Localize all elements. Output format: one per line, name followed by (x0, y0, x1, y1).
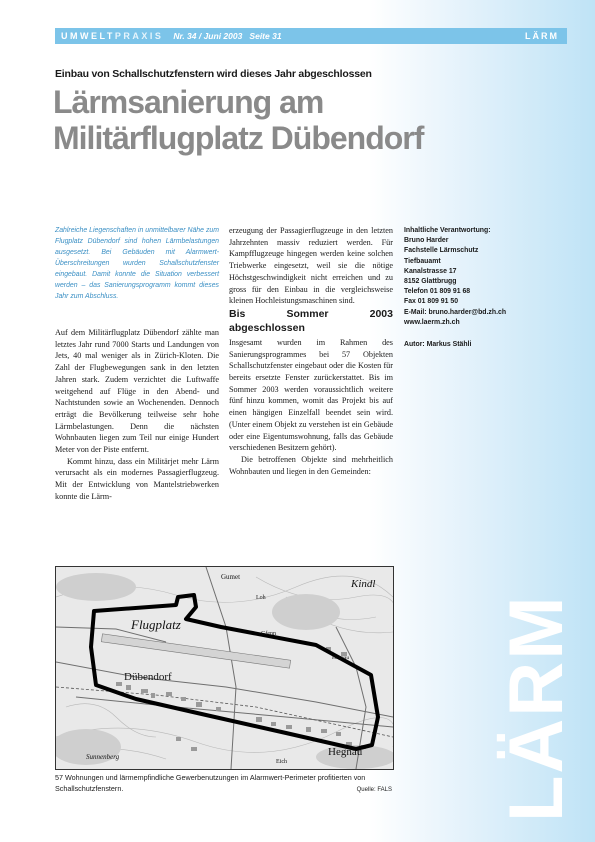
kicker: Einbau von Schallschutzfenstern wird dieses Jahr abgeschlossen (55, 68, 372, 80)
author-line: Autor: Markus Stähli (404, 341, 472, 349)
section-tag: LÄRM (525, 31, 559, 41)
contact-name: Bruno Harder (404, 237, 449, 245)
body-paragraph: Auf dem Militärflugplatz Dübendorf zählte man letztes Jahr rund 7000 Starts und Landungen von Jets, 40 mal weniger als in Zürich-Kloten. Die Zahl der Flugbewegungen sank in den letzten Jahren stark. Zudem verzichtet die Luftwaffe weitgehend auf Flüge in den Abend- und Nachtstunden sowie an Wochenenden. Dennoch erträgt die Bevölkerung teilweise sehr hohe Lärmbelastungen. Denn die nächsten Wohnbauten liegen zum Teil nur einige Hundert Meter von der Piste entfernt. (55, 328, 219, 455)
contact-box (404, 226, 554, 350)
headline-line-1: Lärmsanierung am (53, 84, 324, 120)
contact-city: 8152 Glattbrugg (404, 278, 457, 286)
issue-number: Nr. 34 / Juni 2003 (173, 31, 243, 41)
contact-web[interactable]: www.laerm.zh.ch (404, 318, 460, 326)
side-title (470, 560, 590, 830)
headline (53, 84, 473, 156)
body-paragraph: Insgesamt wurden im Rahmen des Sanierungsprogrammes bei 57 Objekten Schallschutzfenster eingebaut oder die Kosten für bereits ersetzte Fenster zurückerstattet. Bis im Sommer 2003 werden voraussichtlich weitere fünf hinzu kommen, womit das Projekt bis auf einen hängigen Einzelfall beendet sein wird. (Unter einem Objekt zu verstehen ist ein Gebäude oder eine Eigentumswohnung, falls das Gebäude verschiedenen Besitzern gehört). (229, 337, 393, 453)
map-svg (56, 567, 393, 769)
map-label-loh: Loh (256, 595, 266, 601)
figure-caption: 57 Wohnungen und lärmempfindliche Gewerbenutzungen im Alarmwert-Perimeter profitierten von Schallschutzfenstern. (55, 773, 366, 793)
map-label-flugplatz: Flugplatz (131, 617, 181, 632)
contact-email[interactable]: E-Mail: bruno.harder@bd.zh.ch (404, 308, 507, 316)
map-label-sonnenberg: Sunnenberg (86, 753, 120, 761)
headline-line-2: Militärflugplatz Dübendorf (53, 120, 424, 156)
map-label-hegnau-small: Hegnau (332, 655, 350, 661)
brand-part-2: PRAXIS (114, 31, 164, 41)
header-bar (55, 28, 567, 44)
page-number: Seite 31 (249, 31, 282, 41)
issue-info (173, 31, 281, 41)
map-label-duebendorf: Dübendorf (124, 671, 172, 683)
body-paragraph: Die betroffenen Objekte sind mehrheitlich Wohnbauten und liegen in den Gemeinden: (229, 454, 393, 476)
lead-paragraph: Zahlreiche Liegenschaften in unmittelbarer Nähe zum Flugplatz Dübendorf sind hohen Lärmbelastungen ausgesetzt. Bei Gebäuden mit Alarmwert-Überschreitungen wurden Schallschutzfenster eingebaut. Damit konnte die Situation verbessert werden – das Sanierungsprogramm kommt dieses Jahr zum Abschluss. (55, 227, 219, 300)
figure-source: Quelle: FALS (356, 787, 392, 793)
column-2 (229, 225, 393, 477)
contact-street: Kanalstrasse 17 (404, 267, 457, 275)
map-figure (55, 566, 394, 770)
map-label-kindl: Kindl (351, 578, 376, 590)
contact-unit: Fachstelle Lärmschutz (404, 247, 479, 255)
brand-logo (61, 31, 163, 41)
map-label-eich: Eich (276, 759, 287, 765)
column-1 (55, 327, 219, 503)
brand-part-1: UMWELT (61, 31, 115, 41)
map-label-gfenn: Gfenn (261, 631, 276, 637)
contact-fax: Fax 01 809 91 50 (404, 298, 459, 306)
contact-office: Tiefbauamt (404, 257, 441, 265)
body-paragraph: Kommt hinzu, dass ein Militärjet mehr Lärm verursacht als ein modernes Passagierflugzeug. Mit der Entwicklung von Mantelstriebwerken konnte die Lärm- (55, 456, 219, 501)
body-paragraph: erzeugung der Passagierflugzeuge in den letzten Jahrzehnten massiv reduziert werden. Für Kampfflugzeuge hingegen werden keine solchen Triebwerke eingesetzt, weil sie die nötige Höchstgeschwindigkeit nicht erreichen und zu gross für den Einbau in die vergleichsweise kleinen Hochleistungsmaschinen sind. (229, 226, 393, 306)
contact-phone: Telefon 01 809 91 68 (404, 288, 471, 296)
map-label-hegnau: Hegnau (328, 746, 363, 758)
subheading: Bis Sommer 2003 abgeschlossen (229, 307, 393, 334)
contact-label: Inhaltliche Verantwortung: (404, 227, 491, 234)
side-title-text: LÄRM (494, 594, 579, 822)
map-label-gumet: Gumet (221, 573, 241, 581)
